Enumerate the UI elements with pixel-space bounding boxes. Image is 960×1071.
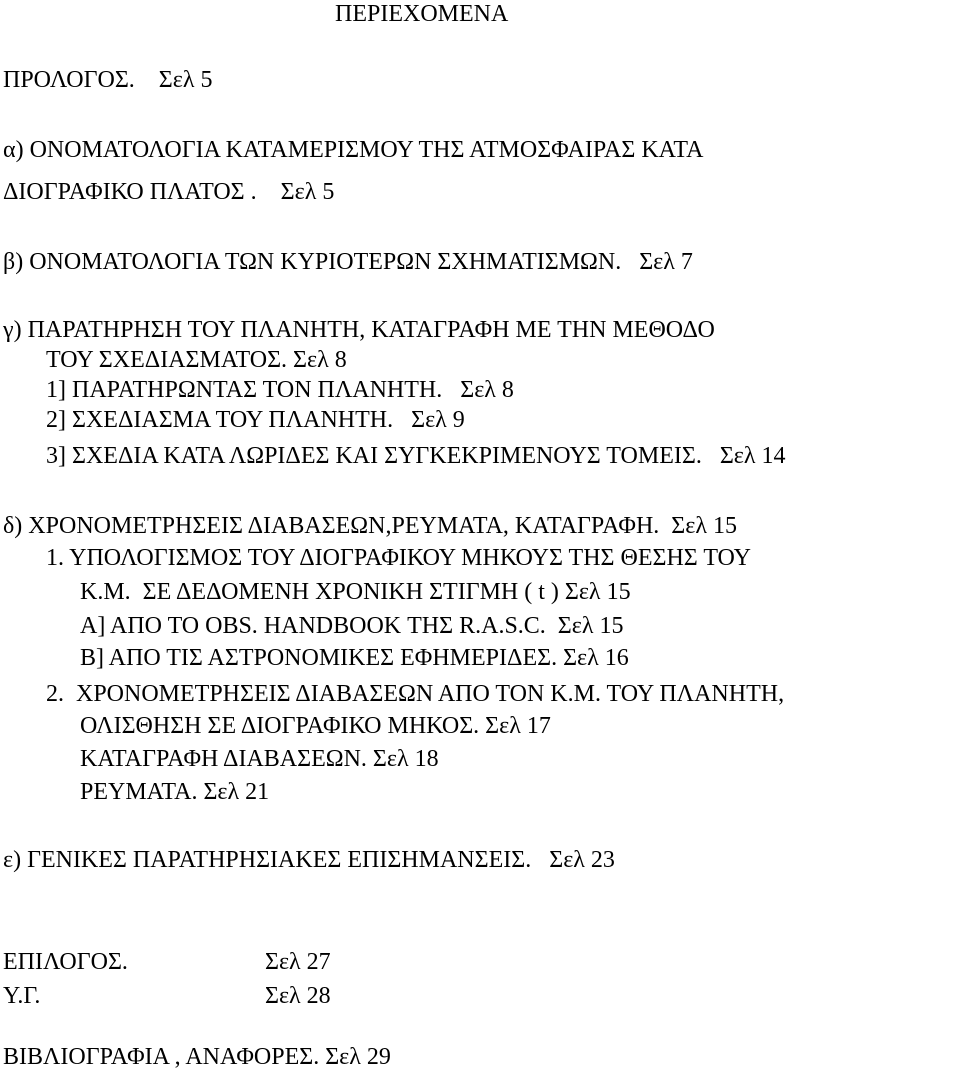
toc-entry-a-line2: ΔΙΟΓΡΑΦΙΚΟ ΠΛΑΤΟΣ . Σελ 5 — [3, 179, 335, 205]
toc-subentry-d1a: Α] ΑΠΟ ΤΟ OBS. HANDBOOK ΤΗΣ R.A.S.C. Σελ 15 — [80, 613, 624, 639]
toc-entry-bibliography: ΒΙΒΛΙΟΓΡΑΦΙΑ , ΑΝΑΦΟΡΕΣ. Σελ 29 — [3, 1044, 391, 1070]
toc-entry-a-line1: α) ΟΝΟΜΑΤΟΛΟΓΙΑ ΚΑΤΑΜΕΡΙΣΜΟΥ ΤΗΣ ΑΤΜΟΣΦΑΙΡΑΣ ΚΑΤΑ — [3, 137, 704, 163]
toc-subentry-c1: 1] ΠΑΡΑΤΗΡΩΝΤΑΣ ΤΟΝ ΠΛΑΝΗΤΗ. Σελ 8 — [46, 377, 514, 403]
toc-subentry-d1-line1: 1. ΥΠΟΛΟΓΙΣΜΟΣ ΤΟΥ ΔΙΟΓΡΑΦΙΚΟΥ ΜΗΚΟΥΣ ΤΗΣ ΘΕΣΗΣ ΤΟΥ — [46, 545, 752, 571]
toc-entry-b: β) ΟΝΟΜΑΤΟΛΟΓΙΑ ΤΩΝ ΚΥΡΙΟΤΕΡΩΝ ΣΧΗΜΑΤΙΣΜΩΝ. Σελ 7 — [3, 249, 693, 275]
toc-subentry-d2-line2: ΟΛΙΣΘΗΣΗ ΣΕ ΔΙΟΓΡΑΦΙΚΟ ΜΗΚΟΣ. Σελ 17 — [80, 713, 551, 739]
toc-subentry-d2-recording: ΚΑΤΑΓΡΑΦΗ ΔΙΑΒΑΣΕΩΝ. Σελ 18 — [80, 746, 439, 772]
toc-entry-e: ε) ΓΕΝΙΚΕΣ ΠΑΡΑΤΗΡΗΣΙΑΚΕΣ ΕΠΙΣΗΜΑΝΣΕΙΣ. Σελ 23 — [3, 847, 615, 873]
toc-entry-d-line1: δ) ΧΡΟΝΟΜΕΤΡΗΣΕΙΣ ΔΙΑΒΑΣΕΩΝ,ΡΕΥΜΑΤΑ, ΚΑΤΑΓΡΑΦΗ. Σελ 15 — [3, 513, 737, 539]
toc-entry-c-line2: ΤΟΥ ΣΧΕΔΙΑΣΜΑΤΟΣ. Σελ 8 — [46, 347, 347, 373]
page-title: ΠΕΡΙΕΧΟΜΕΝΑ — [335, 1, 509, 27]
toc-subentry-d1-line2: Κ.Μ. ΣΕ ΔΕΔΟΜΕΝΗ ΧΡΟΝΙΚΗ ΣΤΙΓΜΗ ( t ) Σελ 15 — [80, 579, 631, 605]
toc-subentry-d2-line1: 2. ΧΡΟΝΟΜΕΤΡΗΣΕΙΣ ΔΙΑΒΑΣΕΩΝ ΑΠΟ ΤΟΝ Κ.Μ. ΤΟΥ ΠΛΑΝΗΤΗ, — [46, 681, 785, 707]
toc-entry-epilogue-label: ΕΠΙΛΟΓΟΣ. — [3, 949, 128, 975]
toc-subentry-d1b: Β] ΑΠΟ ΤΙΣ ΑΣΤΡΟΝΟΜΙΚΕΣ ΕΦΗΜΕΡΙΔΕΣ. Σελ 16 — [80, 645, 629, 671]
toc-subentry-c3: 3] ΣΧΕΔΙΑ ΚΑΤΑ ΛΩΡΙΔΕΣ ΚΑΙ ΣΥΓΚΕΚΡΙΜΕΝΟΥΣ ΤΟΜΕΙΣ. Σελ 14 — [46, 443, 786, 469]
toc-subentry-d2-currents: ΡΕΥΜΑΤΑ. Σελ 21 — [80, 779, 270, 805]
toc-entry-ps-label: Υ.Γ. — [3, 983, 41, 1009]
toc-entry-prologue: ΠΡΟΛΟΓΟΣ. Σελ 5 — [3, 67, 213, 93]
toc-entry-c-line1: γ) ΠΑΡΑΤΗΡΗΣΗ ΤΟΥ ΠΛΑΝΗΤΗ, ΚΑΤΑΓΡΑΦΗ ΜΕ ΤΗΝ ΜΕΘΟΔΟ — [3, 317, 715, 343]
toc-subentry-c2: 2] ΣΧΕΔΙΑΣΜΑ ΤΟΥ ΠΛΑΝΗΤΗ. Σελ 9 — [46, 407, 465, 433]
toc-entry-ps-page: Σελ 28 — [265, 983, 331, 1009]
toc-entry-epilogue-page: Σελ 27 — [265, 949, 331, 975]
